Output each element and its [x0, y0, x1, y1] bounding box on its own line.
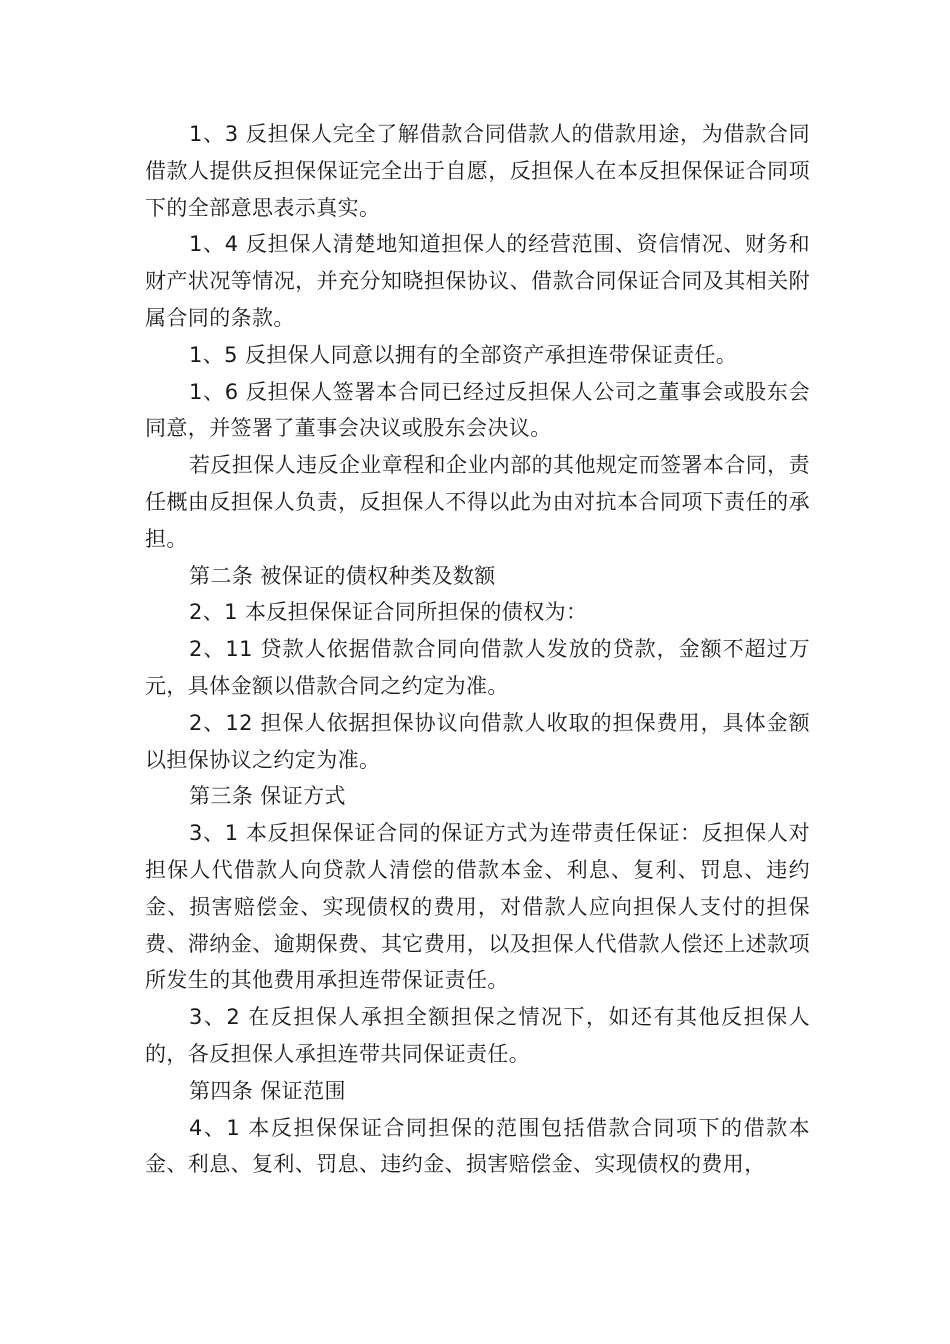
clause-2-1: 2、1 本反担保保证合同所担保的债权为：	[189, 600, 588, 625]
clause-1-4: 1、4 反担保人清楚地知道担保人的经营范围、资信情况、财务和财产状况等情况，并充分知晓担保协议、借款合同保证合同及其相关附属合同的条款。	[145, 232, 810, 330]
clause-4-1: 4、1 本反担保保证合同担保的范围包括借款合同项下的借款本金、利息、复利、罚息、违约金、损害赔偿金、实现债权的费用，	[145, 1115, 810, 1177]
article-3-heading: 第三条 保证方式	[189, 784, 346, 809]
clause-liability-note: 若反担保人违反企业章程和企业内部的其他规定而签署本合同，责任概由反担保人负责，反担保人不得以此为由对抗本合同项下责任的承担。	[145, 453, 810, 551]
article-4-heading: 第四条 保证范围	[189, 1078, 346, 1103]
clause-2-12: 2、12 担保人依据担保协议向借款人收取的担保费用，具体金额以担保协议之约定为准。	[145, 710, 810, 772]
clause-1-6: 1、6 反担保人签署本合同已经过反担保人公司之董事会或股东会同意，并签署了董事会决议或股东会决议。	[145, 379, 810, 441]
clause-3-2: 3、2 在反担保人承担全额担保之情况下，如还有其他反担保人的，各反担保人承担连带共同保证责任。	[145, 1005, 810, 1066]
clause-2-11: 2、11 贷款人依据借款合同向借款人发放的贷款，金额不超过万元，具体金额以借款合同之约定为准。	[145, 637, 810, 698]
clause-1-3: 1、3 反担保人完全了解借款合同借款人的借款用途，为借款合同借款人提供反担保保证完全出于自愿，反担保人在本反担保保证合同项下的全部意思表示真实。	[145, 122, 810, 220]
article-2-heading: 第二条 被保证的债权种类及数额	[189, 563, 496, 588]
clause-3-1: 3、1 本反担保保证合同的保证方式为连带责任保证：反担保人对担保人代借款人向贷款人清偿的借款本金、利息、复利、罚息、违约金、损害赔偿金、实现债权的费用，对借款人应向担保人支付的担保费、滞纳金、逾期保费、其它费用，以及担保人代借款人偿还上述款项所发生的其他费用承担连带保证责任。	[145, 821, 810, 993]
clause-1-5: 1、5 反担保人同意以拥有的全部资产承担连带保证责任。	[189, 342, 738, 367]
document-body	[145, 116, 810, 1183]
